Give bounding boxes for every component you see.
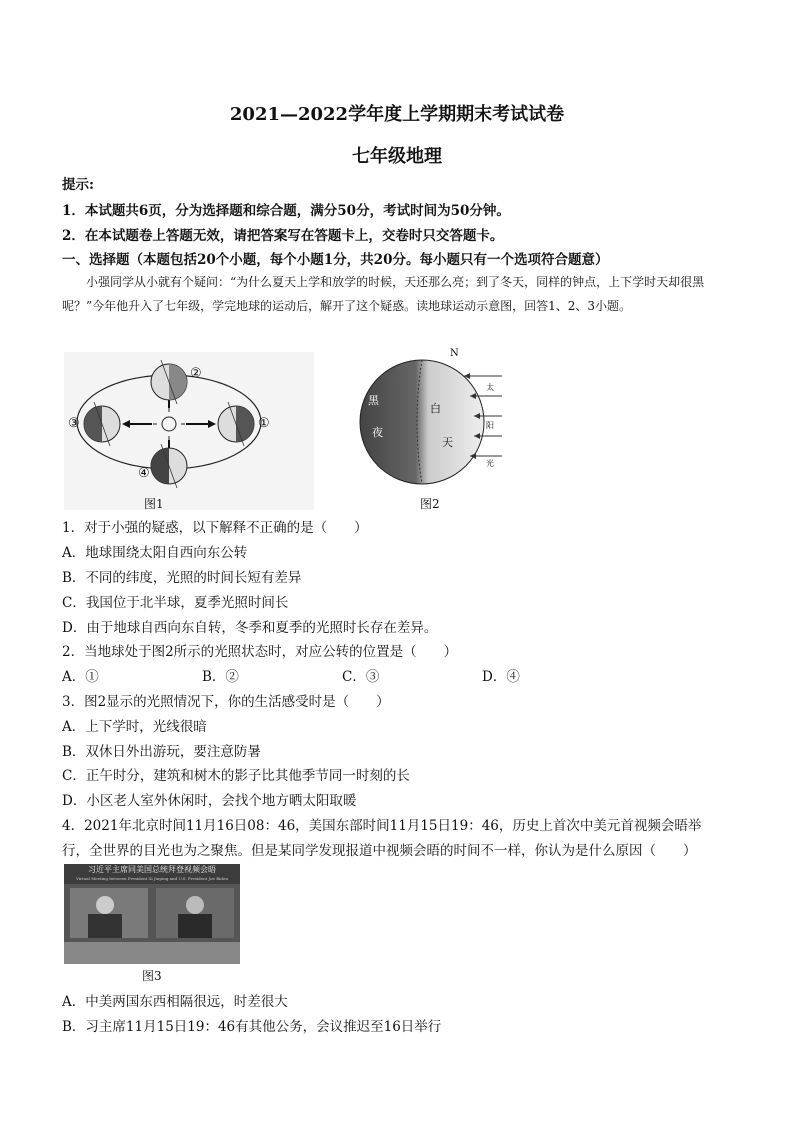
question-3-option-b: B．双休日外出游玩，要注意防暑 (62, 744, 261, 760)
question-4-stem-line-2: 行，全世界的目光也为之聚焦。但是某同学发现报道中视频会晤的时间不一样，你认为是什么原因（ ） (62, 843, 697, 859)
figure-2-caption: 图2 (420, 497, 440, 511)
question-2-option-a: A．① (62, 669, 99, 685)
tip-2: 2．在本试题卷上答题无效，请把答案写在答题卡上，交卷时只交答题卡。 (62, 228, 504, 244)
question-3-option-a: A．上下学时，光线很暗 (62, 719, 207, 735)
reading-passage: 小强同学从小就有个疑问：“为什么夏天上学和放学的时候，天还那么亮；到了冬天，同样的钟点，上下学时天却很黑呢？”今年他升入了七年级，学完地球的运动后，解开了这个疑惑。读地球运动示意图，回答1、2、3小题。 (62, 275, 705, 313)
photo-banner (64, 864, 240, 884)
figure-3-meeting-photo (64, 864, 240, 964)
section-1-heading: 一、选择题（本题包括20个小题，每个小题1分，共20分。每小题只有一个选项符合题意） (62, 252, 609, 268)
question-1-option-b: B．不同的纬度，光照的时间长短有差异 (62, 570, 302, 586)
orbit-svg (64, 352, 314, 510)
question-4-stem-line-1: 4．2021年北京时间11月16日08：46，美国东部时间11月15日19：46，历史上首次中美元首视频会晤举 (62, 818, 702, 834)
sunlight-label-1: 太 (486, 383, 494, 392)
photo-right-screen (156, 888, 234, 938)
exam-title: 2021—2022学年度上学期期末考试试卷 (229, 104, 565, 125)
photo-left-screen (70, 888, 148, 938)
sunlight-label-3: 光 (486, 459, 494, 468)
question-2-option-d: D．④ (482, 669, 520, 685)
person-right (186, 896, 204, 914)
orbit-position-1-label: ① (258, 416, 270, 431)
question-4-option-b: B．习主席11月15日19：46有其他公务，会议推迟至16日举行 (62, 1019, 442, 1035)
question-1-option-d: D．由于地球自西向东自转，冬季和夏季的光照时长存在差异。 (62, 620, 438, 636)
tip-1: 1．本试题共6页，分为选择题和综合题，满分50分，考试时间为50分钟。 (62, 203, 510, 219)
tips-heading: 提示: (62, 177, 94, 193)
question-3-stem: 3．图2显示的光照情况下，你的生活感受时是（ ） (62, 694, 390, 710)
exam-subtitle: 七年级地理 (352, 146, 442, 167)
north-pole-label: N (450, 348, 459, 359)
photo-banner-title: 习近平主席同美国总统拜登视频会晤 (88, 865, 216, 874)
orbit-position-4-label: ④ (138, 466, 150, 481)
question-2-stem: 2．当地球处于图2所示的光照状态时，对应公转的位置是（ ） (62, 644, 458, 660)
question-4-option-a: A．中美两国东西相隔很远，时差很大 (62, 994, 288, 1010)
question-3-option-c: C．正午时分，建筑和树木的影子比其他季节同一时刻的长 (62, 768, 410, 784)
night-label-1: 黑 (368, 394, 379, 407)
question-2-option-b: B．② (202, 669, 239, 685)
question-1-option-a: A．地球围绕太阳自西向东公转 (62, 545, 248, 561)
question-1-stem: 1．对于小强的疑惑，以下解释不正确的是（ ） (62, 520, 368, 536)
figure-3-caption: 图3 (142, 969, 162, 983)
night-label-2: 夜 (372, 426, 383, 439)
figure-1-caption: 图1 (144, 497, 164, 511)
figure-1-orbit-diagram (64, 352, 314, 510)
orbit-position-3-label: ③ (68, 416, 80, 431)
day-label-1: 白 (430, 402, 441, 415)
question-2-option-c: C．③ (342, 669, 380, 685)
day-label-2: 天 (442, 436, 453, 449)
question-1-option-c: C．我国位于北半球，夏季光照时间长 (62, 595, 289, 611)
orbit-position-2-label: ② (190, 366, 202, 381)
photo-banner-subtitle: Virtual Meeting between President Xi Jinping and U.S. President Joe Biden (76, 876, 228, 881)
figure-2-illumination-diagram (352, 348, 510, 488)
question-3-option-d: D．小区老人室外休闲时，会找个地方晒太阳取暖 (62, 793, 357, 809)
sunlight-label-2: 阳 (486, 421, 494, 430)
person-left (96, 896, 114, 914)
